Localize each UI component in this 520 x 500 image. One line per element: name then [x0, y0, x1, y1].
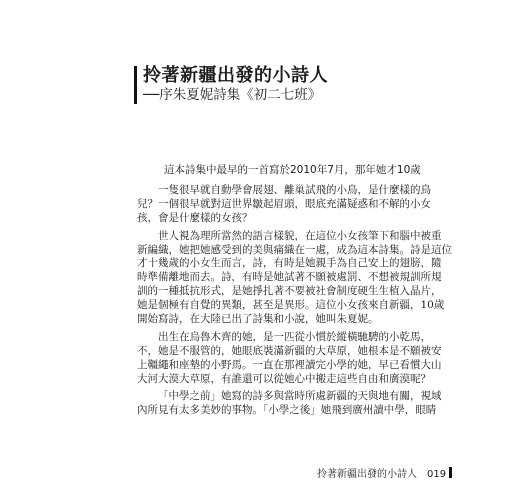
- body-text: [137, 184, 452, 418]
- paragraph: [137, 229, 452, 327]
- page-footer: [317, 465, 452, 480]
- text-line: 孩，會是什麼樣的女孩？: [137, 211, 253, 224]
- text-line: 不，她是不服管的，她眼底裝滿新疆的大草原，她根本是不願被安: [137, 344, 442, 357]
- text-line: 她是個極有自覺的異類，甚至是異形。這位小女孩來自新疆，10歲: [137, 299, 445, 312]
- text-line: 世人視為理所當然的語言樣貌，在這位小女孩筆下和腦中被重: [158, 229, 442, 242]
- running-title: 拎著新疆出發的小詩人: [317, 469, 417, 480]
- title-accent-bar: [134, 66, 137, 104]
- text-line: 上韁繩和座墊的小野馬。一直在那裡讀完小學的她，早已看慣大山: [137, 358, 442, 371]
- paragraph: [137, 390, 442, 418]
- text-line: 才十幾歲的小女生而言，詩，有時是她親手為自己安上的翅膀，隨: [137, 257, 442, 270]
- paragraph: [137, 184, 431, 226]
- text-line: 新編織，她把她感受到的美與痛織在一處，成為這本詩集。詩是這位: [137, 243, 452, 256]
- text-line: 開始寫詩，在大陸已出了詩集和小說，她叫朱夏妮。: [137, 313, 379, 326]
- page-title: 拎著新疆出發的小詩人: [143, 65, 328, 86]
- text-line: 時準備離地而去。詩，有時是她試著不願被處罰、不想被規訓所規: [137, 271, 442, 284]
- text-line: 大河大漠大草原，有誰還可以從她心中搬走這些自由和廣漠呢？: [137, 372, 431, 385]
- text-line: 訓的一種抵抗形式，是她掙扎著不要被社會制度硬生生植入晶片，: [137, 285, 442, 298]
- text-line: 兒？一個很早就對這世界皺起眉頭，眼底充滿疑惑和不解的小女: [137, 197, 431, 210]
- paragraph: [137, 330, 442, 387]
- text-line: 出生在烏魯木齊的她，是一匹從小慣於縱橫馳騁的小乾馬，: [158, 330, 431, 343]
- intro-line: 這本詩集中最早的一首寫於2010年7月，那年她才10歲: [164, 164, 421, 176]
- text-line: 一隻很早就自動學會展翅、離巢試飛的小鳥，是什麼樣的鳥: [158, 184, 431, 196]
- page-number: 019: [427, 469, 447, 480]
- footer-bar: [449, 467, 452, 478]
- text-line: 內所見有太多美妙的事物。「小學之後」她飛到廣州讀中學，眼睛: [137, 404, 437, 417]
- page-subtitle: ──序朱夏妮詩集《初二七班》: [143, 87, 322, 103]
- text-line: 「中學之前」她寫的詩多與當時所處新疆的天與地有關，視域: [158, 390, 442, 403]
